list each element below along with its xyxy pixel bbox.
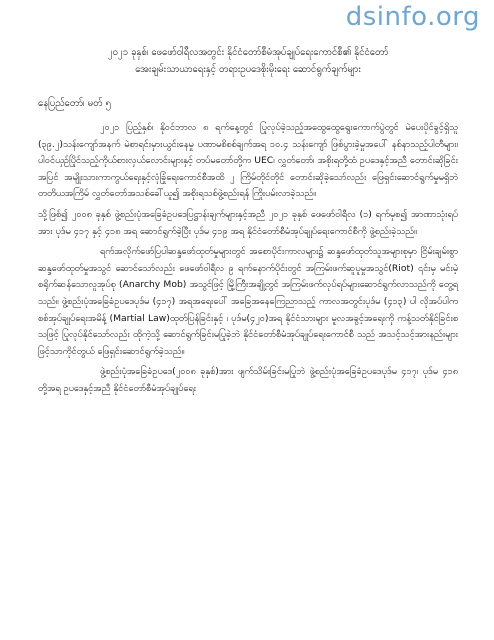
document-page — [38, 44, 458, 402]
dateline: နေပြည်တော်၊ မတ် ၅ — [38, 98, 111, 109]
paragraph-3: ရက်အလိုက်ဖော်ပြပါဆန္ဒဖော်ထုတ်မှုများတွင် အစောပိုင်းကာလများ၌ ဆန္ဒဖော်ထုတ်သူအများစုမှာ ငြိမ်းချမ်းစွာဆန္ဒဖော်ထုတ်မှုအသွင် ဆောင်သော်လည်း ဖေဖော်ဝါရီလ ၉ ရက်နောက်ပိုင်းတွင် အကြမ်းဖက်ဆူပူမှုအသွင်(Riot) ၎င်းမှ မင်းမဲ့စရိုက်ဆန်သောလူအုပ်စု (Anarchy Mob) အသွင်ဖြင့် မြို့ကြီးအချို့တွင် အကြမ်းဖက်လုပ်ရပ်များဆောင်ရွက်လာသည်ကို တွေ့ရသည်။ ဖွဲ့စည်းပုံအခြေခံဥပဒေပုဒ်မ (၄၁၇) အရအရေးပေါ် အခြေအနေကြေညာသည့် ကာလအတွင်းပုဒ်မ (၄၁၃) ပါ လိုအပ်ပါက စစ်အုပ်ချုပ်ရေးအမိန့် (Martial Law)ထုတ်ပြန်ခြင်းနှင့် ၊ ပုဒ်မ(၄၂၀)အရ နိုင်ငံသားများ မူလအခွင့်အရေးကို ကန့်သတ်နိုင်ခြင်းစသဖြင့် ပြုလုပ်နိုင်သော်လည်း ထိုကဲ့သို့ ဆောင်ရွက်ခြင်းမပြုခဲ့ဘဲ နိုင်ငံတော်စီမံအုပ်ချုပ်ရေးကောင်စီ သည် အသင့်သင့်အားနည်းများဖြင့်သာကိုင်တွယ် ဖြေရှင်းဆောင်ရွက်ခဲ့သည်။ — [38, 246, 458, 357]
document-title — [38, 44, 458, 78]
title-line-2: အေးချမ်းသာယာရေးနှင့် တရားဥပဒေစိုးမိုးရေး ဆောင်ရွက်ချက်များ — [135, 64, 361, 75]
site-watermark: dsinfo.org — [345, 2, 480, 32]
paragraph-1: ၂၀၂၁ ပြည့်နှစ်၊ နိုဝင်ဘာလ ၈ ရက်နေ့တွင် ပြုလုပ်ခဲ့သည့်အထွေထွေရွေးကောက်ပွဲတွင် မဲပေးပိုင်ခွင့်ရှိသူ (၃၉.၂)သန်းကျော်အနက် မဲစာရင်းမှားယွင်းနေမှု ပဏာမစိစစ်ချက်အရ ၁၀.၄ သန်းကျော် ဖြစ်ပွားခဲ့မှုအပေါ် နစ်နာသည့်ပါတီများ၊ ပါဝင်ယှဉ်ပြိုင်သည့်ကိုယ်စားလှယ်လောင်းများနှင့် တပ်မတော်တို့က UEC၊ လွှတ်တော်၊ အစိုးရတို့ထံ ဥပဒေနှင့်အညီ တောင်းဆိုခြင်းအပြင် အမျိုးသားကာကွယ်ရေးနှင့်လုံခြုံရေးကောင်စီအထိ ၂ ကြိမ်တိုင်တိုင် တောင်းဆိုခဲ့သော်လည်း ဖြေရှင်းဆောင်ရွက်မှုမရှိဘဲ တတိယအကြိမ် လွှတ်တော်အသစ်ခေါ်ယူ၍ အစိုးရသစ်ဖွဲ့စည်းရန် ကြိုးပမ်းလာခဲ့သည်။ — [38, 122, 458, 200]
paragraph-2: သို့ဖြစ်၍ ၂၀၀၈ ခုနှစ် ဖွဲ့စည်းပုံအခြေခံဥပဒေပြဋ္ဌာန်းချက်များနှင့်အညီ ၂၀၂၁ ခုနှစ် ဖေဖော်ဝါရီလ (၁) ရက်မှစ၍ အာဏာသုံးရပ်အား ပုဒ်မ ၄၁၇ နှင့် ၄၁၈ အရ ဆောင်ရွက်ခဲ့ပြီး ပုဒ်မ ၄၁၉ အရ နိုင်ငံတော်စီမံအုပ်ချုပ်ရေးကောင်စီကို ဖွဲ့စည်းခဲ့သည်။ — [38, 208, 458, 237]
title-line-1: ၂၀၂၁ ခုနှစ်၊ ဖေဖော်ဝါရီလအတွင်း နိုင်ငံတော်စီမံအုပ်ချုပ်ရေးကောင်စီ၏ နိုင်ငံတော် — [107, 47, 389, 58]
paragraph-4: ဖွဲ့စည်းပုံအခြေခံဥပဒေ(၂၀၀၈ ခုနှစ်)အား ဖျက်သိမ်းခြင်းမပြုဘဲ ဖွဲ့စည်းပုံအခြေခံဥပဒေပုဒ်မ ၄၁၇၊ ပုဒ်မ ၄၁၈ တို့အရ ဥပဒေနှင့်အညီ နိုင်ငံတော်စီမံအုပ်ချုပ်ရေး — [38, 366, 458, 394]
